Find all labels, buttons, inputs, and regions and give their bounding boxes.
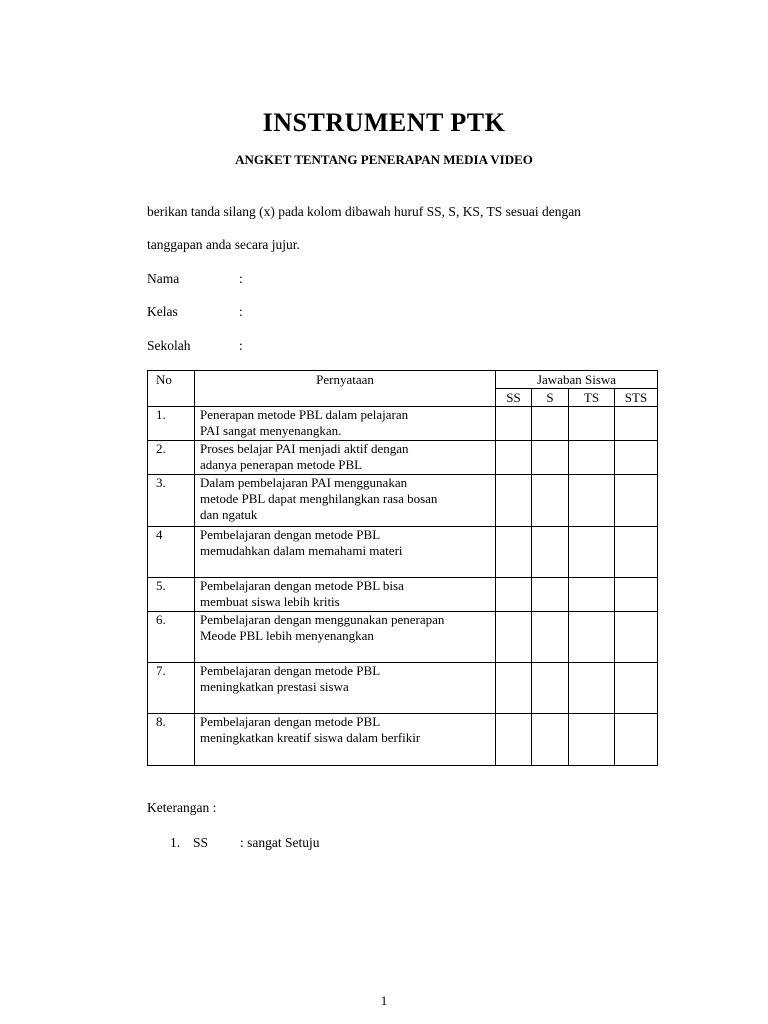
statement-line: meningkatkan prestasi siswa	[200, 679, 349, 694]
row-number: 5.	[148, 578, 195, 612]
answer-ts-cell[interactable]	[569, 714, 615, 766]
answer-ss-cell[interactable]	[496, 578, 532, 612]
answer-ss-cell[interactable]	[496, 714, 532, 766]
answer-ts-cell[interactable]	[569, 475, 615, 527]
statement-line: Penerapan metode PBL dalam pelajaran	[200, 407, 409, 422]
answer-sts-cell[interactable]	[615, 527, 658, 578]
header-no: No	[148, 371, 195, 407]
statement-line: meningkatkan kreatif siswa dalam berfikir	[200, 730, 421, 745]
legend-number: 1.	[170, 835, 181, 850]
statement-line: membuat siswa lebih kritis	[200, 594, 340, 609]
header-answers: Jawaban Siswa	[496, 371, 658, 389]
statement-line: metode PBL dapat menghilangkan rasa bosan	[200, 491, 438, 506]
header-s: S	[532, 389, 569, 407]
table-row	[148, 578, 658, 612]
statement-line: PAI sangat menyenangkan.	[200, 423, 342, 438]
row-number: 2.	[148, 441, 195, 475]
table-row	[148, 475, 658, 527]
field-label: Sekolah	[147, 338, 191, 353]
statement-line: Pembelajaran dengan metode PBL	[200, 714, 381, 729]
answer-ts-cell[interactable]	[569, 407, 615, 441]
instruction-line-1: berikan tanda silang (x) pada kolom dibawah huruf SS, S, KS, TS sesuai dengan	[147, 204, 581, 219]
table-row	[148, 527, 658, 578]
answer-ts-cell[interactable]	[569, 578, 615, 612]
row-number: 7.	[148, 663, 195, 714]
statement-line: Meode PBL lebih menyenangkan	[200, 628, 374, 643]
row-statement	[195, 714, 496, 766]
legend-description: : sangat Setuju	[240, 835, 320, 850]
answer-s-cell[interactable]	[532, 663, 569, 714]
table-row	[148, 663, 658, 714]
statement-line: Proses belajar PAI menjadi aktif dengan	[200, 441, 409, 456]
table-row	[148, 714, 658, 766]
answer-sts-cell[interactable]	[615, 578, 658, 612]
answer-ts-cell[interactable]	[569, 612, 615, 663]
answer-s-cell[interactable]	[532, 475, 569, 527]
answer-ts-cell[interactable]	[569, 663, 615, 714]
answer-s-cell[interactable]	[532, 612, 569, 663]
row-number: 1.	[148, 407, 195, 441]
answer-ss-cell[interactable]	[496, 441, 532, 475]
answer-ss-cell[interactable]	[496, 663, 532, 714]
answer-s-cell[interactable]	[532, 407, 569, 441]
row-statement	[195, 407, 496, 441]
row-statement	[195, 663, 496, 714]
row-statement	[195, 441, 496, 475]
field-colon: :	[239, 271, 243, 286]
field-nama	[147, 271, 243, 287]
statement-line: adanya penerapan metode PBL	[200, 457, 363, 472]
answer-sts-cell[interactable]	[615, 407, 658, 441]
legend-code: SS	[193, 835, 209, 850]
statement-line: Pembelajaran dengan metode PBL	[200, 663, 381, 678]
answer-sts-cell[interactable]	[615, 475, 658, 527]
row-number: 4	[148, 527, 195, 578]
field-colon: :	[239, 304, 243, 319]
statement-line: Pembelajaran dengan menggunakan penerapan	[200, 612, 445, 627]
answer-ss-cell[interactable]	[496, 527, 532, 578]
row-number: 6.	[148, 612, 195, 663]
table-row	[148, 441, 658, 475]
answer-sts-cell[interactable]	[615, 441, 658, 475]
statement-line: memudahkan dalam memahami materi	[200, 543, 403, 558]
answer-s-cell[interactable]	[532, 527, 569, 578]
answer-ts-cell[interactable]	[569, 527, 615, 578]
header-sts: STS	[615, 389, 658, 407]
field-sekolah	[147, 338, 243, 354]
answer-s-cell[interactable]	[532, 441, 569, 475]
field-kelas	[147, 304, 243, 320]
statement-line: dan ngatuk	[200, 507, 258, 522]
keterangan-label: Keterangan :	[147, 800, 217, 815]
row-statement	[195, 527, 496, 578]
table-row	[148, 612, 658, 663]
document-subtitle: ANGKET TENTANG PENERAPAN MEDIA VIDEO	[235, 152, 533, 167]
instruction-line-2: tanggapan anda secara jujur.	[147, 237, 300, 252]
answer-sts-cell[interactable]	[615, 612, 658, 663]
statement-line: Dalam pembelajaran PAI menggunakan	[200, 475, 408, 490]
answer-s-cell[interactable]	[532, 578, 569, 612]
page-number: 1	[380, 993, 388, 1008]
answer-ts-cell[interactable]	[569, 441, 615, 475]
statement-line: Pembelajaran dengan metode PBL	[200, 527, 381, 542]
row-statement	[195, 612, 496, 663]
header-ss: SS	[496, 389, 532, 407]
field-label: Kelas	[147, 304, 178, 319]
row-statement	[195, 578, 496, 612]
header-ts: TS	[569, 389, 615, 407]
row-statement	[195, 475, 496, 527]
answer-ss-cell[interactable]	[496, 407, 532, 441]
document-title: INSTRUMENT PTK	[262, 108, 506, 137]
table-row	[148, 407, 658, 441]
row-number: 8.	[148, 714, 195, 766]
field-colon: :	[239, 338, 243, 353]
answer-ss-cell[interactable]	[496, 475, 532, 527]
answer-s-cell[interactable]	[532, 714, 569, 766]
answer-sts-cell[interactable]	[615, 714, 658, 766]
questionnaire-table	[147, 370, 658, 766]
row-number: 3.	[148, 475, 195, 527]
statement-line: Pembelajaran dengan metode PBL bisa	[200, 578, 404, 593]
answer-ss-cell[interactable]	[496, 612, 532, 663]
answer-sts-cell[interactable]	[615, 663, 658, 714]
header-statement: Pernyataan	[195, 371, 496, 407]
field-label: Nama	[147, 271, 180, 286]
